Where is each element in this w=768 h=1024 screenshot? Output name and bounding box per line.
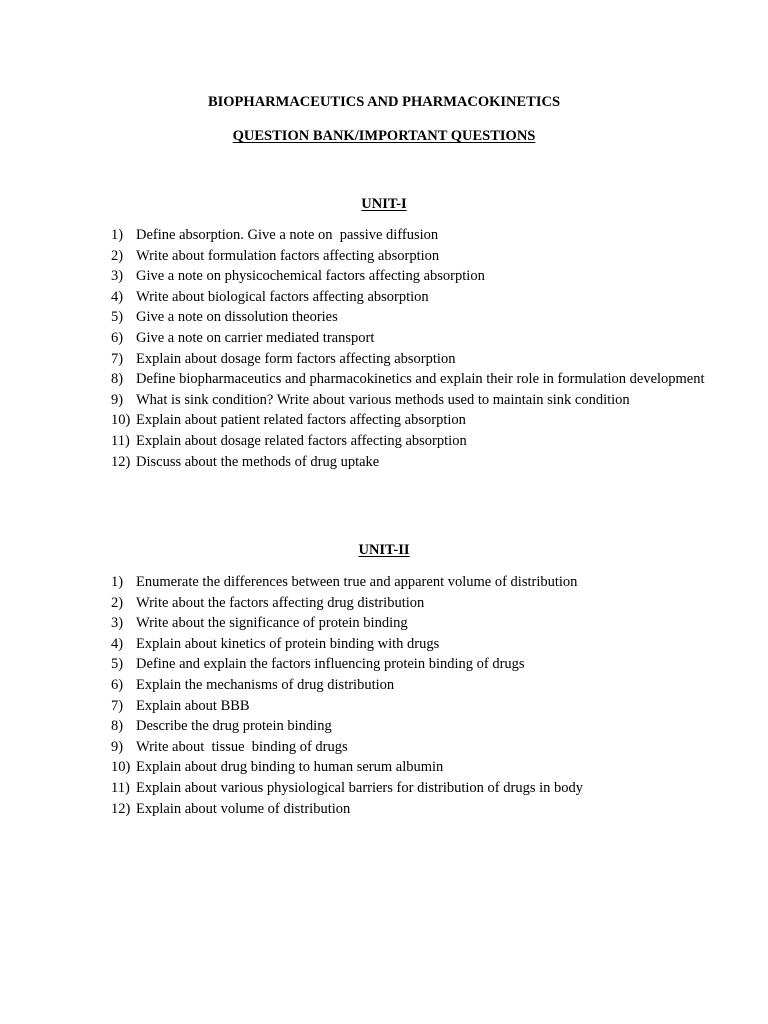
question-text: What is sink condition? Write about various methods used to maintain sink condition: [136, 391, 630, 408]
question-item: [111, 593, 711, 614]
question-text: Explain about dosage form factors affecting absorption: [136, 350, 456, 367]
question-text: Define biopharmaceutics and pharmacokinetics and explain their role in formulation development: [136, 371, 705, 388]
question-number: 6): [111, 676, 124, 693]
question-item: [111, 737, 711, 758]
question-item: [111, 390, 711, 411]
question-text: Explain about various physiological barriers for distribution of drugs in body: [136, 779, 584, 796]
question-item: [111, 349, 711, 370]
question-item: [111, 778, 711, 799]
question-number: 2): [111, 594, 124, 611]
question-number: 8): [111, 371, 124, 388]
question-number: 5): [111, 309, 124, 326]
question-text: Give a note on carrier mediated transport: [136, 329, 375, 346]
question-number: 4): [111, 288, 124, 305]
question-item: [111, 328, 711, 349]
question-number: 5): [111, 656, 124, 673]
question-number: 4): [111, 635, 124, 652]
question-item: [111, 696, 711, 717]
unit-2-question-list: [111, 572, 711, 819]
question-item: [111, 757, 711, 778]
question-text: Describe the drug protein binding: [136, 718, 332, 735]
question-text: Explain about kinetics of protein binding with drugs: [136, 635, 440, 652]
question-number: 3): [111, 615, 124, 632]
question-item: [111, 287, 711, 308]
question-item: [111, 431, 711, 452]
question-text: Give a note on dissolution theories: [136, 309, 338, 326]
question-text: Explain about BBB: [136, 697, 250, 714]
question-item: [111, 246, 711, 267]
question-text: Explain about drug binding to human serum albumin: [136, 759, 444, 776]
unit-1-question-list: [111, 225, 711, 472]
question-number: 9): [111, 391, 124, 408]
document-subtitle: QUESTION BANK/IMPORTANT QUESTIONS: [232, 128, 536, 144]
document-title: BIOPHARMACEUTICS AND PHARMACOKINETICS: [207, 94, 561, 110]
question-number: 1): [111, 227, 124, 243]
question-item: [111, 613, 711, 634]
question-number: 11): [111, 779, 130, 796]
question-text: Give a note on physicochemical factors affecting absorption: [136, 268, 485, 285]
question-number: 11): [111, 432, 130, 449]
question-item: [111, 225, 711, 246]
question-text: Write about the factors affecting drug distribution: [136, 594, 425, 611]
question-number: 10): [111, 412, 131, 429]
question-item: [111, 799, 711, 820]
question-text: Explain about dosage related factors affecting absorption: [136, 432, 467, 449]
question-item: [111, 307, 711, 328]
question-text: Write about tissue binding of drugs: [136, 738, 348, 755]
question-text: Explain about patient related factors affecting absorption: [136, 412, 466, 429]
unit-1-heading: UNIT-I: [361, 196, 407, 212]
question-number: 1): [111, 574, 124, 590]
unit-2-heading: UNIT-II: [358, 542, 410, 558]
question-item: [111, 452, 711, 473]
question-number: 9): [111, 738, 124, 755]
question-number: 2): [111, 247, 124, 264]
question-item: [111, 572, 711, 593]
question-text: Define absorption. Give a note on passive diffusion: [136, 227, 439, 243]
question-number: 6): [111, 329, 124, 346]
question-number: 10): [111, 759, 131, 776]
question-number: 12): [111, 453, 131, 470]
question-item: [111, 654, 711, 675]
question-text: Enumerate the differences between true and apparent volume of distribution: [136, 574, 578, 590]
question-item: [111, 369, 711, 390]
question-number: 7): [111, 350, 124, 367]
question-text: Explain the mechanisms of drug distribution: [136, 676, 395, 693]
question-text: Write about formulation factors affecting absorption: [136, 247, 440, 264]
question-number: 8): [111, 718, 124, 735]
question-text: Explain about volume of distribution: [136, 800, 351, 817]
question-item: [111, 634, 711, 655]
question-item: [111, 716, 711, 737]
question-text: Write about biological factors affecting absorption: [136, 288, 429, 305]
question-number: 7): [111, 697, 124, 714]
question-item: [111, 266, 711, 287]
question-text: Discuss about the methods of drug uptake: [136, 453, 380, 470]
question-text: Write about the significance of protein binding: [136, 615, 408, 632]
question-number: 12): [111, 800, 131, 817]
question-number: 3): [111, 268, 124, 285]
question-item: [111, 410, 711, 431]
question-text: Define and explain the factors influencing protein binding of drugs: [136, 656, 525, 673]
question-item: [111, 675, 711, 696]
